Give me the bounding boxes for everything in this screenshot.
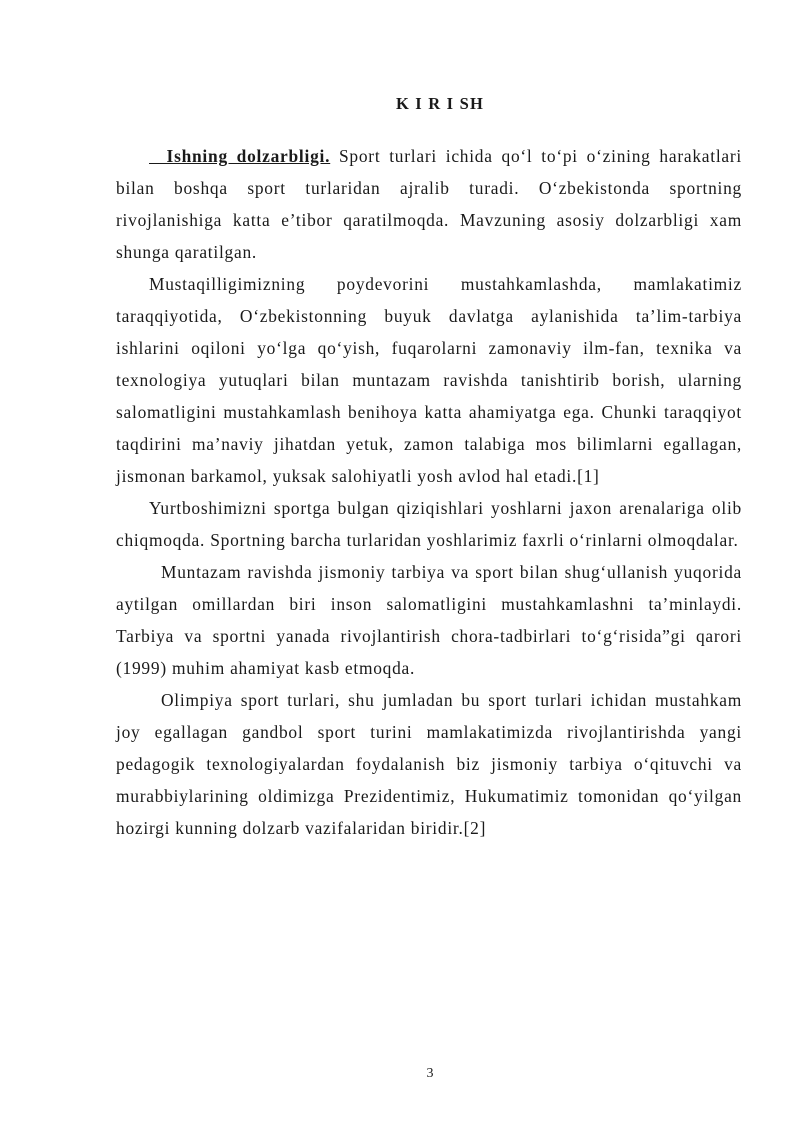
paragraph-independence: [116, 268, 742, 492]
paragraph-sport-interest: [116, 492, 742, 556]
paragraph-olympic-sports: [116, 684, 742, 844]
paragraph-text: Mustaqilligimizning poydevorini mustahkamlashda, mamlakatimiz taraqqiyotida, O‘zbekistonning buyuk davlatga aylanishida ta’lim-tarbiya ishlarini oqiloni yo‘lga qo‘yish, fuqarolarni zamonaviy ilm-fan, texnika va texnologiya yutuqlari bilan muntazam ravishda tanishtirib borish, ularning salomatligini mustahkamlash benihoya katta ahamiyatga ega. Chunki taraqqiyot taqdirini ma’naviy jihatdan yetuk, zamon talabiga mos bilimlarni egallagan, jismonan barkamol, yuksak salohiyatli yosh avlod hal etadi.[1]: [116, 274, 742, 486]
paragraph-text: Muntazam ravishda jismoniy tarbiya va sport bilan shug‘ullanish yuqorida aytilgan omillardan biri inson salomatligini mustahkamlashni ta’minlaydi. Tarbiya va sportni yanada rivojlantirish chora-tadbirlari to‘g‘risida”gi qarori (1999) muhim ahamiyat kasb etmoqda.: [116, 562, 742, 678]
page-title: K I R I SH: [395, 94, 485, 113]
paragraph-relevance: [116, 140, 742, 268]
paragraph-lead-heading: Ishning dolzarbligi.: [149, 146, 331, 166]
paragraph-text: Sport turlari ichida qo‘l to‘pi o‘zining harakatlari bilan boshqa sport turlaridan ajralib turadi. O‘zbekistonda sportning rivojlanishiga katta e’tibor qaratilmoqda. Mavzuning asosiy dolzarbligi xam shunga qaratilgan.: [116, 146, 742, 262]
document-body: [116, 140, 742, 844]
paragraph-text: Yurtboshimizni sportga bulgan qiziqishlari yoshlarni jaxon arenalariga olib chiqmoqda. Sportning barcha turlaridan yoshlarimiz faxrli o‘rinlarni olmoqdalar.: [116, 498, 742, 550]
paragraph-text: Olimpiya sport turlari, shu jumladan bu sport turlari ichidan mustahkam joy egallagan gandbol sport turini mamlakatimizda rivojlantirishda yangi pedagogik texnologiyalardan foydalanish biz jismoniy tarbiya o‘qituvchi va murabbiylarining oldimizga Prezidentimiz, Hukumatimiz tomonidan qo‘yilgan hozirgi kunning dolzarb vazifalaridan biridir.[2]: [116, 690, 742, 838]
paragraph-physical-education: [116, 556, 742, 684]
page-number: 3: [426, 1066, 434, 1081]
